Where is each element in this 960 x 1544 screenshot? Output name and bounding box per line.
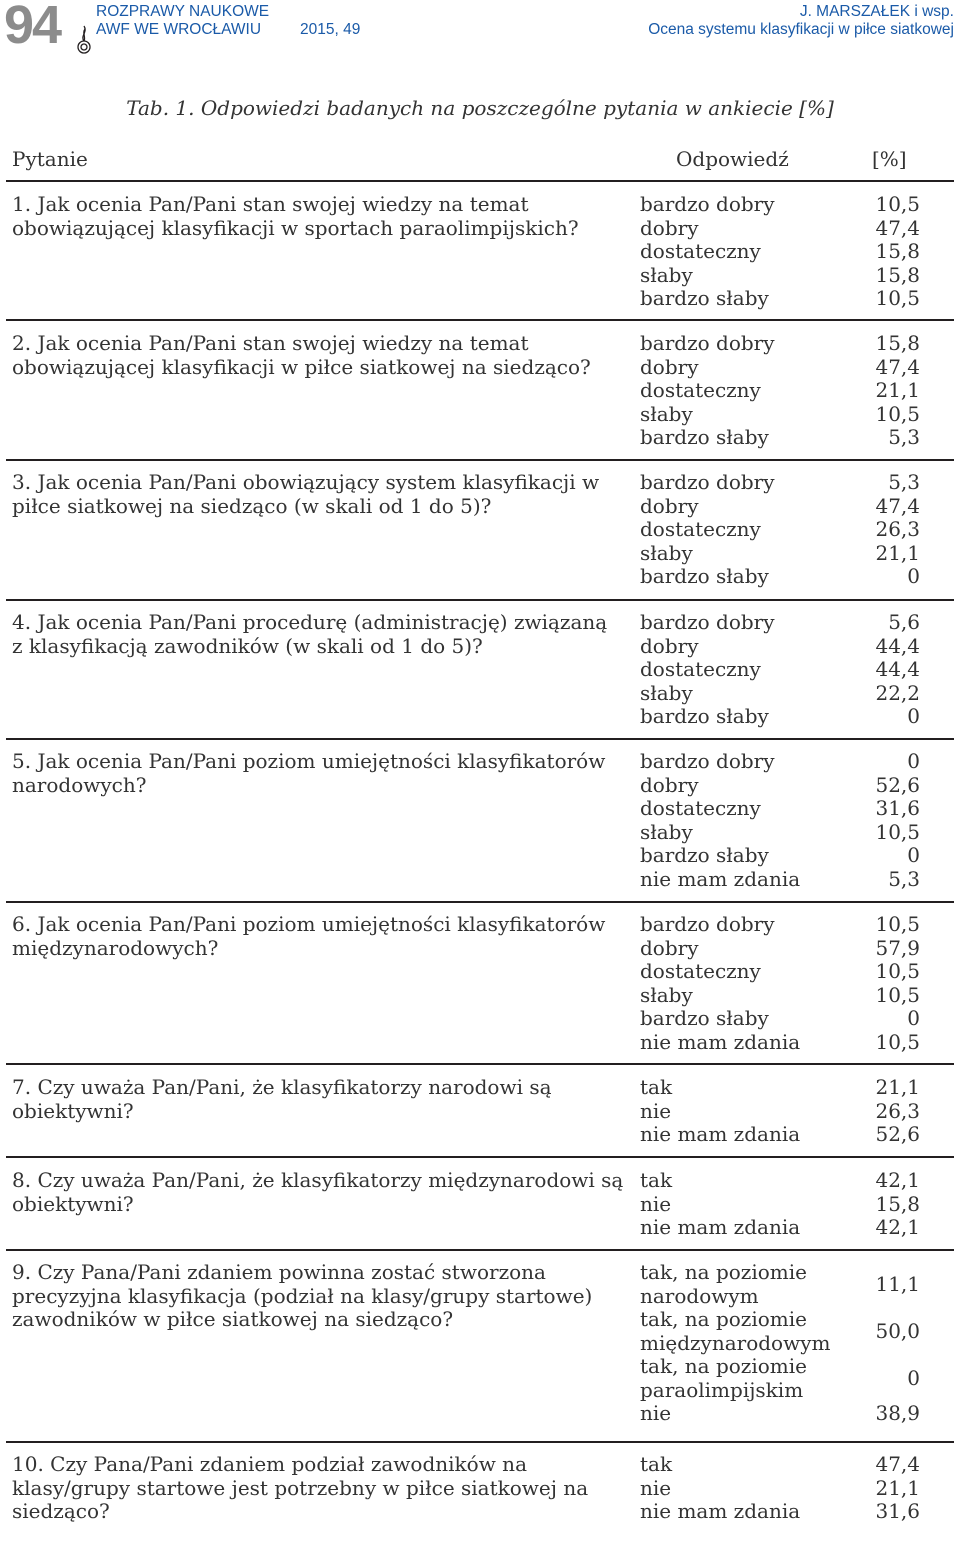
answer-label: dobry: [640, 772, 699, 797]
answer-label: dostateczny: [640, 517, 761, 541]
answer-list: [640, 332, 920, 450]
answer-label: bardzo słaby: [640, 704, 769, 728]
answer-percent: 0: [907, 1365, 920, 1390]
answer-percent: 0: [907, 749, 920, 773]
answer-label: tak, na poziomie paraolimpijskim: [640, 1354, 807, 1402]
answer-label: bardzo dobry: [640, 749, 775, 773]
answer-label: tak, na poziomie międzynarodowym: [640, 1307, 831, 1355]
answer-percent: 5,3: [888, 470, 920, 494]
answer-row: [640, 821, 920, 845]
answer-row: [640, 611, 920, 635]
row-divider: [6, 599, 954, 601]
answer-label: dostateczny: [640, 959, 761, 983]
answer-percent: 21,1: [875, 378, 920, 402]
answer-percent: 42,1: [875, 1215, 920, 1239]
answer-percent: 26,3: [875, 517, 920, 541]
answer-percent: 0: [907, 843, 920, 867]
answer-label: dobry: [640, 493, 699, 518]
answer-label: nie mam zdania: [640, 1029, 801, 1054]
answer-row: [640, 797, 920, 821]
answer-label: dobry: [640, 215, 699, 240]
question-text: 6. Jak ocenia Pan/Pani poziom umiejętności klasyfikatorów międzynarodowych?: [12, 912, 606, 960]
answer-percent: 44,4: [875, 657, 920, 681]
answer-label: słaby: [640, 262, 693, 287]
answer-row: [640, 705, 920, 729]
answer-row: [640, 774, 920, 798]
table-caption: Tab. 1. Odpowiedzi badanych na poszczególne pytania w ankiecie [%]: [126, 96, 834, 120]
answer-percent: 15,8: [875, 331, 920, 355]
answer-label: bardzo słaby: [640, 564, 769, 588]
answer-label: tak: [640, 1168, 673, 1192]
answer-label: tak: [640, 1075, 673, 1099]
answer-row: [640, 1402, 920, 1426]
answer-label: nie: [640, 1401, 672, 1425]
answer-percent: 10,5: [875, 912, 920, 936]
answer-percent: 11,1: [875, 1271, 920, 1296]
answer-list: [640, 913, 920, 1054]
row-divider: [6, 1156, 954, 1158]
answer-row: [640, 750, 920, 774]
answer-label: dostateczny: [640, 796, 761, 820]
answer-label: bardzo dobry: [640, 610, 775, 634]
answer-label: nie mam zdania: [640, 1499, 801, 1523]
answer-row: [640, 1308, 920, 1355]
answer-label: dostateczny: [640, 378, 761, 402]
answer-row: [640, 1261, 920, 1308]
row-divider: [6, 319, 954, 321]
question-text: 5. Jak ocenia Pan/Pani poziom umiejętności klasyfikatorów narodowych?: [12, 749, 606, 797]
awf-logo-icon: [76, 22, 92, 56]
answer-row: [640, 635, 920, 659]
answer-percent: 47,4: [875, 1452, 920, 1476]
answer-row: [640, 1031, 920, 1055]
answer-label: nie: [640, 1191, 672, 1216]
page-number: 94: [4, 0, 61, 55]
answer-percent: 52,6: [875, 772, 920, 797]
answer-label: nie: [640, 1098, 672, 1123]
answer-row: [640, 332, 920, 356]
answer-percent: 38,9: [875, 1401, 920, 1425]
answer-label: dobry: [640, 354, 699, 379]
row-divider: [6, 738, 954, 740]
answer-row: [640, 426, 920, 450]
answer-label: dostateczny: [640, 657, 761, 681]
answer-label: bardzo dobry: [640, 192, 775, 216]
answer-percent: 0: [907, 704, 920, 728]
answer-row: [640, 356, 920, 380]
answer-percent: 5,3: [888, 425, 920, 449]
answer-row: [640, 1453, 920, 1477]
issue-number: 2015, 49: [300, 21, 361, 38]
answer-percent: 47,4: [875, 493, 920, 518]
answer-percent: 10,5: [875, 192, 920, 216]
question-text: 3. Jak ocenia Pan/Pani obowiązujący system klasyfikacji w piłce siatkowej na siedząco (w skali od 1 do 5)?: [12, 470, 600, 518]
answer-label: tak, na poziomie narodowym: [640, 1260, 807, 1308]
answer-row: [640, 1100, 920, 1124]
question-text: 2. Jak ocenia Pan/Pani stan swojej wiedzy na temat obowiązującej klasyfikacji w piłce siatkowej na siedząco?: [12, 331, 591, 379]
answer-row: [640, 240, 920, 264]
answer-row: [640, 264, 920, 288]
answer-list: [640, 611, 920, 729]
row-divider: [6, 901, 954, 903]
answer-label: słaby: [640, 982, 693, 1007]
answer-row: [640, 1193, 920, 1217]
answer-row: [640, 287, 920, 311]
row-divider: [6, 1063, 954, 1065]
answer-percent: 10,5: [875, 286, 920, 310]
answer-label: bardzo słaby: [640, 1006, 769, 1030]
answer-label: nie mam zdania: [640, 1122, 801, 1146]
answer-label: dostateczny: [640, 239, 761, 263]
answer-row: [640, 565, 920, 589]
running-header: [0, 0, 960, 60]
answer-row: [640, 937, 920, 961]
answer-percent: 15,8: [875, 262, 920, 287]
answer-row: [640, 1076, 920, 1100]
answer-percent: 31,6: [875, 796, 920, 820]
question-text: 7. Czy uważa Pan/Pani, że klasyfikatorzy narodowi są obiektywni?: [12, 1075, 552, 1123]
answer-label: bardzo słaby: [640, 286, 769, 310]
answer-row: [640, 542, 920, 566]
answer-row: [640, 1477, 920, 1501]
column-header-percent: [%]: [872, 147, 907, 171]
question-text: 1. Jak ocenia Pan/Pani stan swojej wiedzy na temat obowiązującej klasyfikacji w sportach paraolimpijskich?: [12, 192, 579, 240]
answer-percent: 21,1: [875, 540, 920, 565]
answer-list: [640, 750, 920, 891]
answer-label: dobry: [640, 633, 699, 658]
answer-percent: 47,4: [875, 215, 920, 240]
answer-row: [640, 658, 920, 682]
answer-row: [640, 1123, 920, 1147]
answer-row: [640, 868, 920, 892]
answer-percent: 42,1: [875, 1168, 920, 1192]
answer-row: [640, 1169, 920, 1193]
answer-label: nie: [640, 1475, 672, 1500]
answer-percent: 5,3: [888, 866, 920, 891]
answer-list: [640, 1453, 920, 1524]
answer-row: [640, 379, 920, 403]
answer-percent: 10,5: [875, 1029, 920, 1054]
answer-row: [640, 913, 920, 937]
answer-label: dobry: [640, 935, 699, 960]
answer-label: nie mam zdania: [640, 866, 801, 891]
column-header-question: Pytanie: [12, 147, 88, 171]
answer-percent: 47,4: [875, 354, 920, 379]
answer-percent: 10,5: [875, 959, 920, 983]
answer-label: bardzo dobry: [640, 912, 775, 936]
answer-row: [640, 193, 920, 217]
answer-row: [640, 960, 920, 984]
answer-row: [640, 1500, 920, 1524]
answer-percent: 15,8: [875, 239, 920, 263]
answer-percent: 10,5: [875, 819, 920, 844]
answer-list: [640, 193, 920, 311]
answer-label: nie mam zdania: [640, 1215, 801, 1239]
answer-percent: 21,1: [875, 1475, 920, 1500]
answer-percent: 44,4: [875, 633, 920, 658]
answer-list: [640, 1076, 920, 1147]
answer-label: bardzo dobry: [640, 331, 775, 355]
answer-label: słaby: [640, 819, 693, 844]
answer-list: [640, 1261, 920, 1426]
article-title: Ocena systemu klasyfikacji w piłce siatkowej: [648, 21, 954, 38]
answer-label: słaby: [640, 680, 693, 705]
answer-row: [640, 984, 920, 1008]
answer-row: [640, 518, 920, 542]
answer-label: bardzo słaby: [640, 425, 769, 449]
journal-name-line2: AWF WE WROCŁAWIU: [96, 21, 262, 38]
answer-percent: 31,6: [875, 1499, 920, 1523]
article-authors: J. MARSZAŁEK i wsp.: [799, 3, 954, 20]
answer-row: [640, 471, 920, 495]
answer-label: słaby: [640, 540, 693, 565]
answer-list: [640, 1169, 920, 1240]
answer-label: bardzo dobry: [640, 470, 775, 494]
table-header-rule: [6, 180, 954, 182]
question-text: 8. Czy uważa Pan/Pani, że klasyfikatorzy międzynarodowi są obiektywni?: [12, 1168, 624, 1216]
question-text: 4. Jak ocenia Pan/Pani procedurę (administrację) związaną z klasyfikacją zawodników (w skali od 1 do 5)?: [12, 610, 608, 658]
answer-label: tak: [640, 1452, 673, 1476]
answer-percent: 10,5: [875, 401, 920, 426]
answer-percent: 5,6: [888, 610, 920, 634]
question-text: 9. Czy Pana/Pani zdaniem powinna zostać stworzona precyzyjna klasyfikacja (podział na klasy/grupy startowe) zawodników w piłce siatkowej na siedząco?: [12, 1260, 593, 1331]
answer-row: [640, 1355, 920, 1402]
row-divider: [6, 1249, 954, 1251]
journal-name-line1: ROZPRAWY NAUKOWE: [96, 3, 270, 20]
row-divider: [6, 1441, 954, 1443]
answer-percent: 57,9: [875, 935, 920, 960]
answer-percent: 21,1: [875, 1075, 920, 1099]
answer-percent: 52,6: [875, 1122, 920, 1146]
answer-label: słaby: [640, 401, 693, 426]
answer-row: [640, 495, 920, 519]
answer-percent: 22,2: [875, 680, 920, 705]
answer-label: bardzo słaby: [640, 843, 769, 867]
answer-row: [640, 1216, 920, 1240]
answer-row: [640, 682, 920, 706]
row-divider: [6, 459, 954, 461]
answer-list: [640, 471, 920, 589]
column-header-answer: Odpowiedź: [676, 147, 789, 171]
answer-row: [640, 217, 920, 241]
answer-row: [640, 844, 920, 868]
answer-row: [640, 1007, 920, 1031]
question-text: 10. Czy Pana/Pani zdaniem podział zawodników na klasy/grupy startowe jest potrzebny w piłce siatkowej na siedząco?: [12, 1452, 589, 1523]
answer-percent: 26,3: [875, 1098, 920, 1123]
answer-percent: 0: [907, 1006, 920, 1030]
answer-percent: 0: [907, 564, 920, 588]
answer-percent: 10,5: [875, 982, 920, 1007]
answer-row: [640, 403, 920, 427]
answer-percent: 15,8: [875, 1191, 920, 1216]
answer-percent: 50,0: [875, 1318, 920, 1343]
